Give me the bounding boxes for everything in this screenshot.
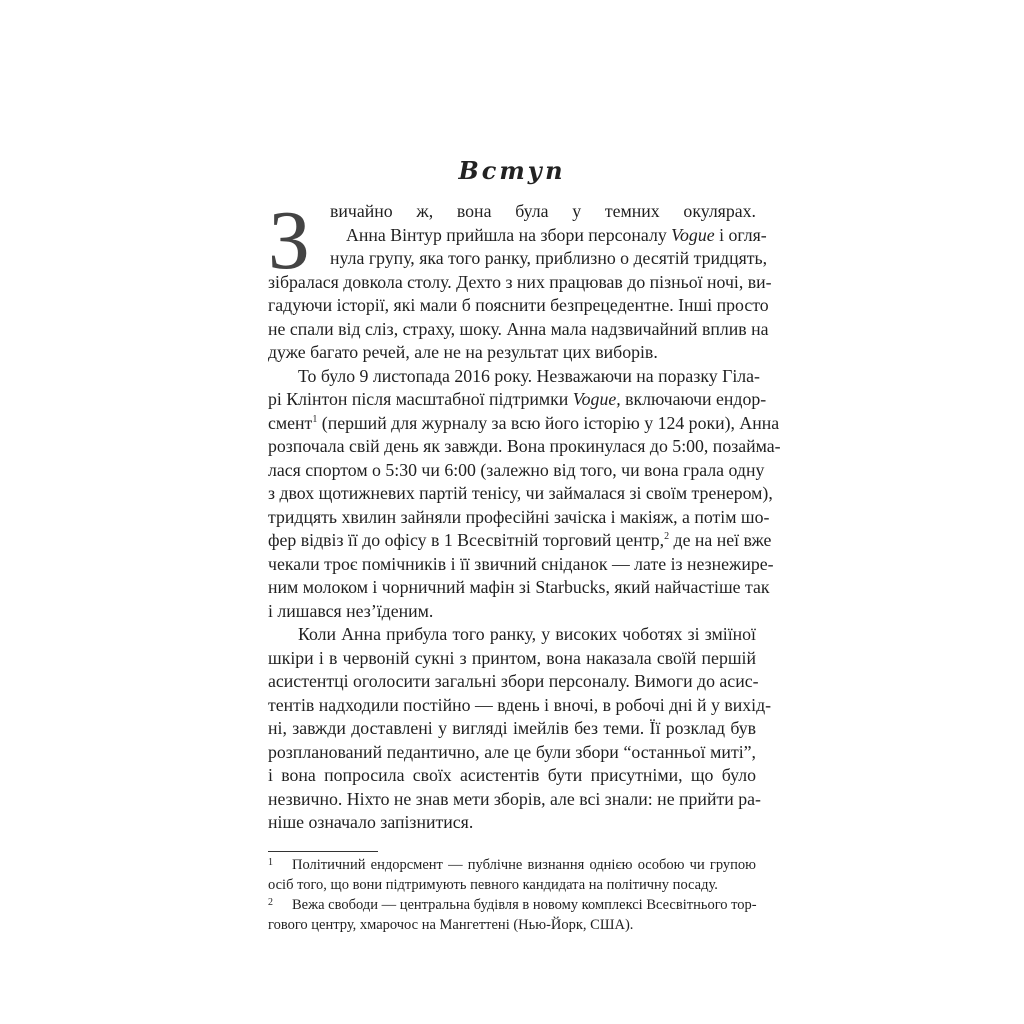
- text-line: шкіри і в червоній сукні з принтом, вона наказала своїй першій: [268, 647, 756, 668]
- text-line: рі Клінтон після масштабної підтримки Vogue, включаючи ендор-: [268, 389, 767, 409]
- footnote-ref: 1: [312, 413, 318, 425]
- text-line: дуже багато речей, але не на результат цих виборів.: [268, 342, 658, 362]
- magazine-name: Vogue,: [572, 389, 621, 409]
- text-line: То було 9 листопада 2016 року. Незважаючи на поразку Гіла-: [298, 365, 760, 386]
- footnote-number: 2: [268, 897, 273, 908]
- text-line: Коли Анна прибула того ранку, у високих чоботях зі зміїної: [298, 624, 756, 644]
- text-line: не спали від сліз, страху, шоку. Анна мала надзвичайний вплив на: [268, 318, 769, 339]
- text-line: і лишався нез’їденим.: [268, 600, 434, 621]
- footnote-text: гового центру, хмарочос на Мангеттені (Нью-Йорк, США).: [268, 916, 634, 933]
- footnote-number: 1: [268, 857, 273, 868]
- text-line: вичайно ж, вона була у темних окулярах.: [330, 201, 756, 221]
- text-line: з двох щотижневих партій тенісу, чи займалася зі своїм тренером),: [268, 483, 773, 503]
- text-line: ні, завжди доставлені у вигляді імейлів без теми. Її розклад був: [268, 718, 756, 738]
- text-line: нула групу, яка того ранку, приблизно о десятій тридцять,: [330, 248, 768, 268]
- text-line: незвично. Ніхто не знав мети зборів, але всі знали: не прийти ра-: [268, 788, 761, 809]
- chapter-title: Вступ: [458, 156, 566, 185]
- text-line: тридцять хвилин зайняли професійні зачіска і макіяж, а потім шо-: [268, 506, 770, 527]
- text-line: розпочала свій день як завжди. Вона прокинулася до 5:00, позайма-: [268, 436, 781, 456]
- text-line: асистентці оголосити загальні збори персоналу. Вимоги до асис-: [268, 671, 759, 691]
- text-line: ним молоком і чорничний мафін зі Starbucks, який найчастіше так: [268, 577, 770, 597]
- footnote-text: Політичний ендорсмент — публічне визнання однією особою чи групою: [292, 857, 756, 873]
- text-line: тентів надходили постійно — вдень і вночі, в робочі дні й у вихід-: [268, 694, 772, 715]
- magazine-name: Vogue: [671, 224, 715, 245]
- footnote: [268, 856, 756, 895]
- drop-cap: З: [268, 194, 311, 287]
- footnote-ref: 2: [664, 531, 670, 543]
- text-line: і вона попросила своїх асистентів бути присутніми, що було: [268, 765, 756, 785]
- text-line: зібралася довкола столу. Дехто з них працював до пізньої ночі, ви-: [268, 271, 772, 292]
- footnote-text: осіб того, що вони підтримують певного кандидата на політичну посаду.: [268, 876, 718, 893]
- text-line: смент$^1$ (перший для журналу за всю його історію у 124 роки), Анна: [268, 412, 780, 433]
- text-line: лася спортом о 5:30 чи 6:00 (залежно від того, чи вона грала одну: [268, 459, 765, 480]
- text-line: фер відвіз її до офісу в 1 Всесвітній торговий центр,$^2$ де на неї вже: [268, 530, 772, 550]
- text-line: гадуючи історії, які мали б пояснити безпрецедентне. Інші просто: [268, 295, 769, 315]
- text-line: розпланований педантично, але це були збори “останньої миті”,: [268, 741, 756, 762]
- footnote-text: Вежа свободи — центральна будівля в новому комплексі Всесвітнього тор-: [292, 897, 757, 913]
- footnotes: [268, 856, 756, 936]
- text-line: чекали троє помічників і її звичний сніданок — лате із незнежире-: [268, 553, 774, 574]
- footnote: [268, 896, 756, 935]
- text-line: Анна Вінтур прийшла на збори персоналу Vogue і огля-: [346, 224, 767, 245]
- body-text: [268, 194, 781, 835]
- text-line: ніше означало запізнитися.: [268, 812, 474, 832]
- footnote-divider: [268, 851, 378, 852]
